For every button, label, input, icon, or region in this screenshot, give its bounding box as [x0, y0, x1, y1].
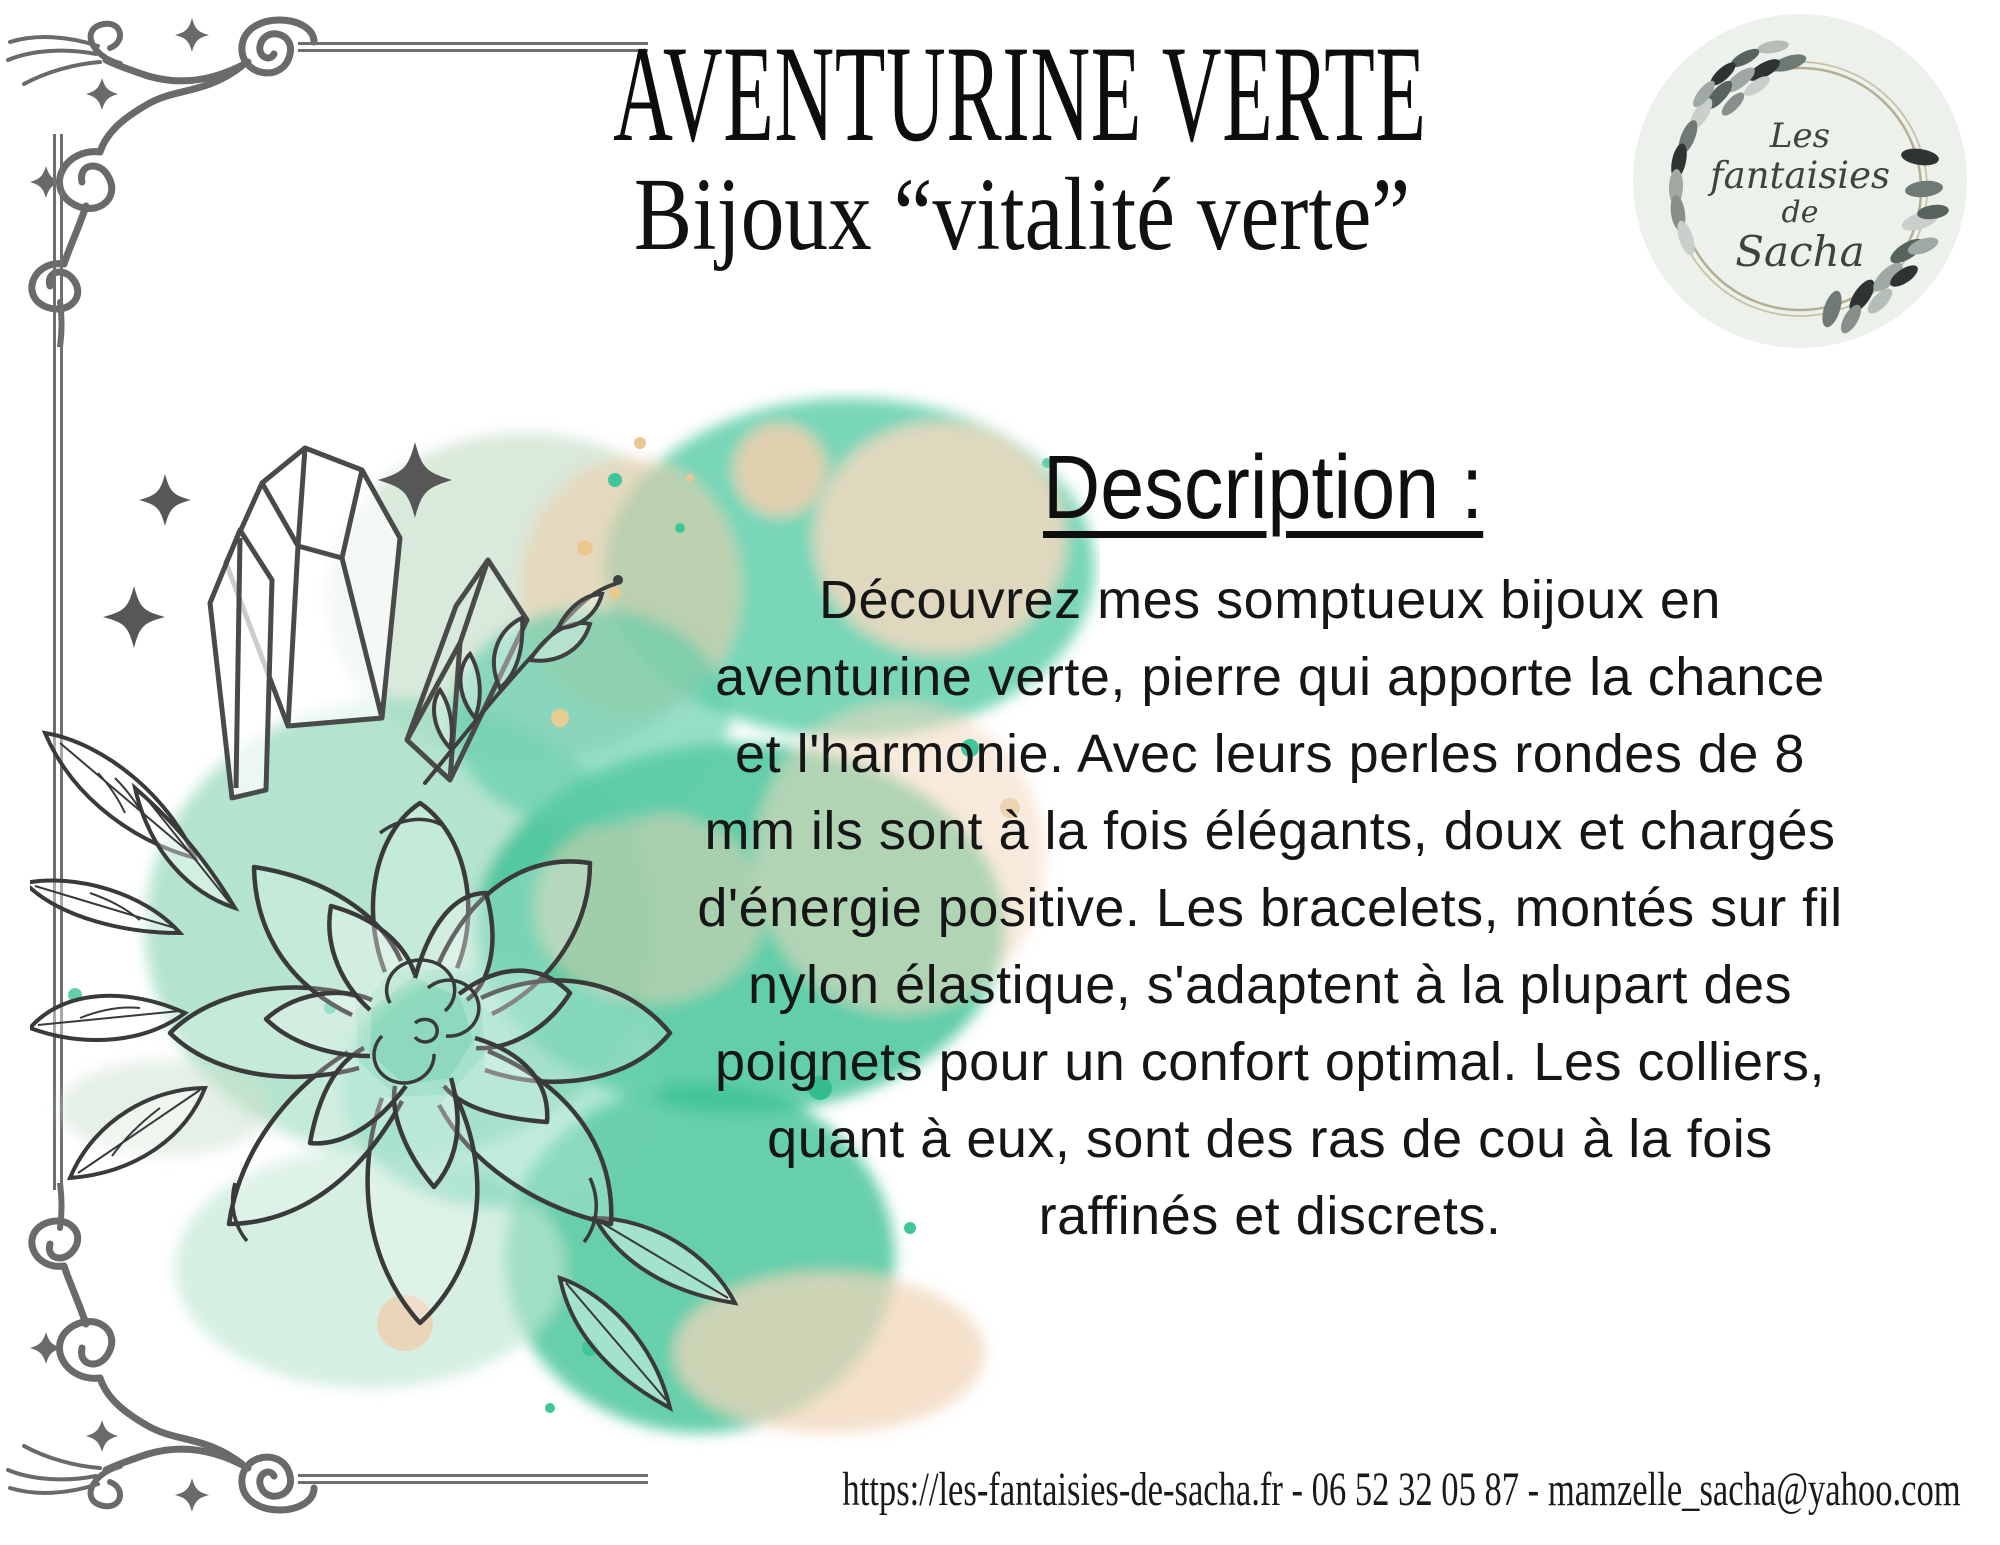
description-line: Découvrez mes somptueux bijoux en [819, 570, 1721, 630]
description-line: aventurine verte, pierre qui apporte la chance [715, 647, 1825, 707]
logo-text-line: Les [1769, 116, 1831, 156]
description-heading: Description : [1042, 438, 1484, 538]
description-line: mm ils sont à la fois élégants, doux et chargés [704, 801, 1836, 861]
description-paragraph [620, 562, 1920, 1255]
logo-text-line: Sacha [1735, 227, 1865, 276]
page-subtitle: Bijoux “vitalité verte” [633, 157, 1411, 272]
brand-logo [1633, 14, 1967, 348]
description-line: et l'harmonie. Avec leurs perles rondes de 8 [735, 724, 1805, 784]
description-line: raffinés et discrets. [1038, 1186, 1502, 1246]
page-title: AVENTURINE VERTE [613, 17, 1427, 170]
border-line-bottom [298, 1474, 648, 1484]
description-line: nylon élastique, s'adaptent à la plupart des [747, 955, 1793, 1015]
footer-contact: https://les-fantaisies-de-sacha.fr - 06 52 32 05 87 - mamzelle_sacha@yahoo.com [842, 1463, 1961, 1516]
logo-text-line: fantaisies [1709, 154, 1891, 197]
description-line: poignets pour un confort optimal. Les colliers, [714, 1032, 1826, 1092]
description-line: d'énergie positive. Les bracelets, montés sur fil [697, 878, 1843, 938]
logo-text-line: de [1781, 195, 1819, 230]
description-line: quant à eux, sont des ras de cou à la fois [767, 1109, 1773, 1169]
